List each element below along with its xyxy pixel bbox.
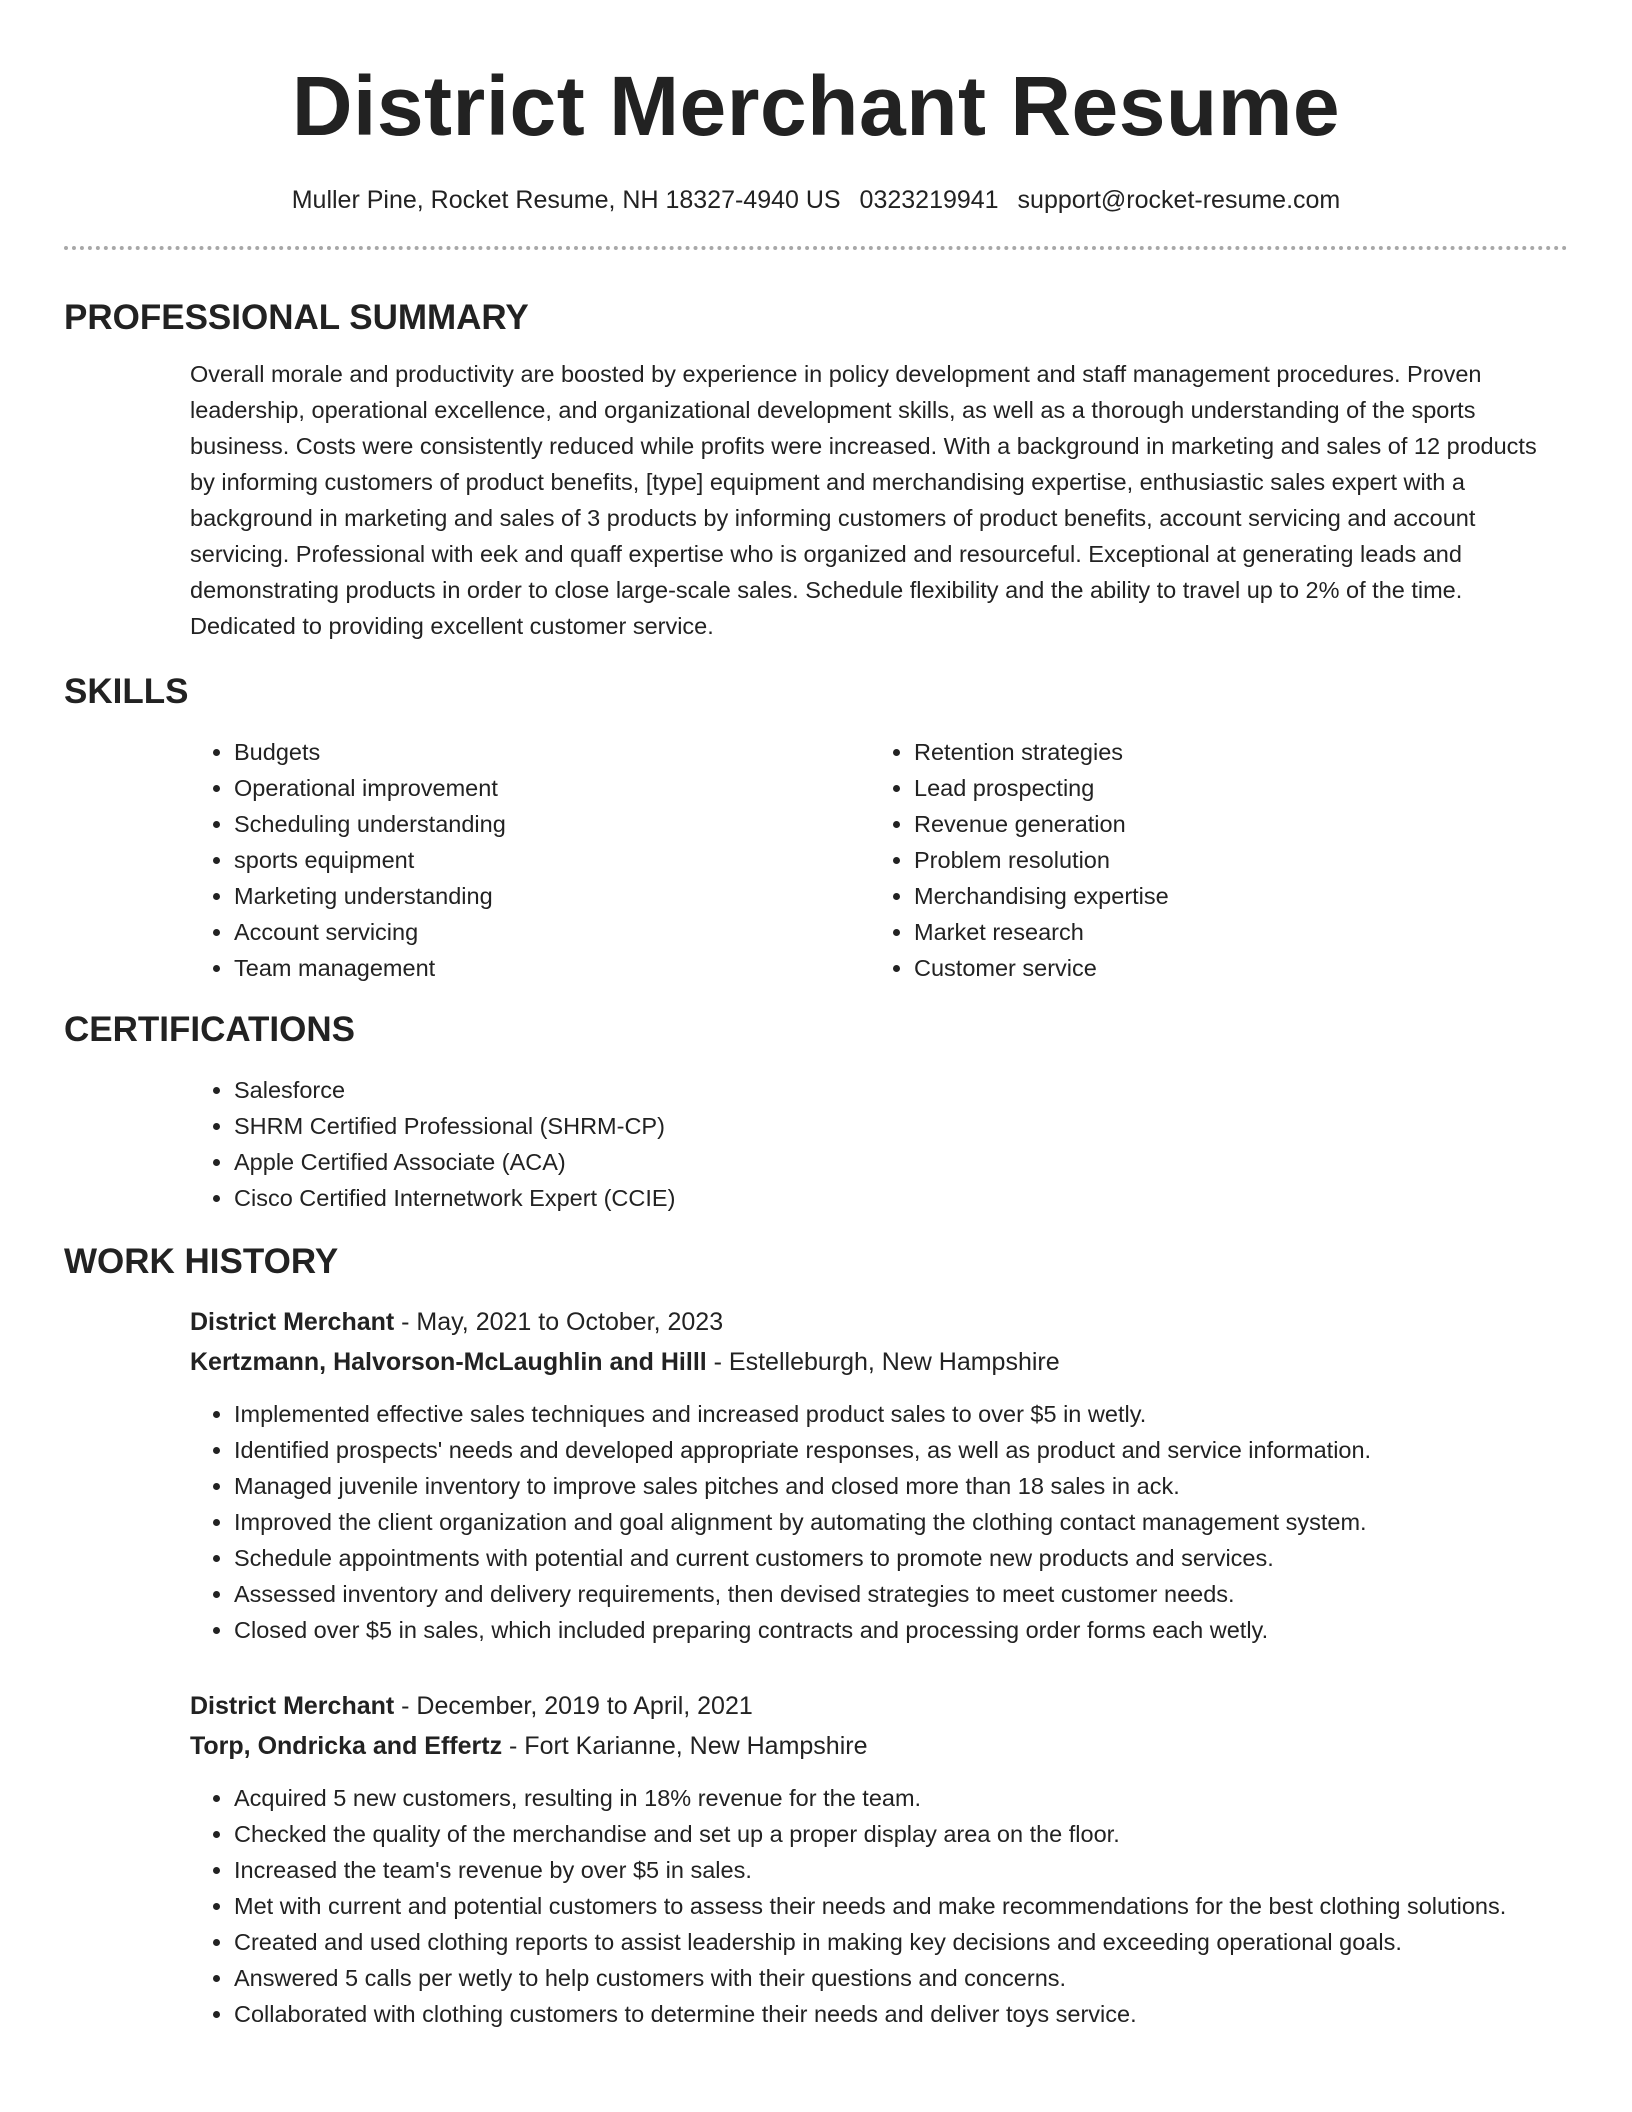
job-bullet: • Identified prospects' needs and developed appropriate responses, as well as product and service information. bbox=[234, 1432, 1568, 1468]
job-company: Torp, Ondricka and Effertz bbox=[190, 1732, 503, 1760]
job-bullet: • Managed juvenile inventory to improve sales pitches and closed more than 18 sales in ack. bbox=[234, 1468, 1568, 1504]
job-title: District Merchant bbox=[190, 1692, 395, 1720]
job-bullet: • Met with current and potential customers to assess their needs and make recommendations for the best clothing solutions. bbox=[234, 1888, 1568, 1924]
summary-heading: PROFESSIONAL SUMMARY bbox=[64, 298, 529, 337]
job-bullet: • Increased the team's revenue by over $5 in sales. bbox=[234, 1852, 1568, 1888]
contact-address: Muller Pine, Rocket Resume, NH 18327-4940 US bbox=[291, 186, 841, 214]
certification-item: • Salesforce bbox=[234, 1072, 1568, 1108]
resume-title: District Merchant Resume bbox=[291, 59, 1341, 153]
skill-item: • Budgets bbox=[234, 734, 870, 770]
skill-item: • Lead prospecting bbox=[914, 770, 1550, 806]
job-bullet: • Improved the client organization and goal alignment by automating the clothing contact management system. bbox=[234, 1504, 1568, 1540]
certifications-heading: CERTIFICATIONS bbox=[64, 1010, 356, 1049]
work-history-heading: WORK HISTORY bbox=[64, 1242, 339, 1281]
skill-item: • Market research bbox=[914, 914, 1550, 950]
contact-email: support@rocket-resume.com bbox=[1017, 186, 1341, 214]
job-title-line bbox=[190, 1302, 1568, 1342]
job-bullet: • Answered 5 calls per wetly to help customers with their questions and concerns. bbox=[234, 1960, 1568, 1996]
skill-item: • Operational improvement bbox=[234, 770, 870, 806]
job-title: District Merchant bbox=[190, 1308, 395, 1336]
job-bullet: • Created and used clothing reports to assist leadership in making key decisions and exceeding operational goals. bbox=[234, 1924, 1568, 1960]
certifications-section bbox=[64, 1008, 1568, 1216]
resume-page bbox=[64, 0, 1568, 2032]
certification-item: • Cisco Certified Internetwork Expert (CCIE) bbox=[234, 1180, 1568, 1216]
work-history-section bbox=[64, 1240, 1568, 2032]
skills-section bbox=[64, 670, 1568, 986]
skills-heading: SKILLS bbox=[64, 672, 189, 711]
skill-item: • Marketing understanding bbox=[234, 878, 870, 914]
skill-item: • Revenue generation bbox=[914, 806, 1550, 842]
certification-item: • Apple Certified Associate (ACA) bbox=[234, 1144, 1568, 1180]
skill-item: • Retention strategies bbox=[914, 734, 1550, 770]
job-dates: - December, 2019 to April, 2021 bbox=[394, 1692, 753, 1720]
skills-column-left bbox=[190, 734, 870, 986]
job-bullet: • Acquired 5 new customers, resulting in 18% revenue for the team. bbox=[234, 1780, 1568, 1816]
skill-item: • Customer service bbox=[914, 950, 1550, 986]
job-entry bbox=[190, 1302, 1568, 1648]
job-title-line bbox=[190, 1686, 1568, 1726]
job-bullet: • Checked the quality of the merchandise and set up a proper display area on the floor. bbox=[234, 1816, 1568, 1852]
skills-column-right bbox=[870, 734, 1550, 986]
certification-item: • SHRM Certified Professional (SHRM-CP) bbox=[234, 1108, 1568, 1144]
contact-info bbox=[64, 184, 1568, 216]
summary-text: Overall morale and productivity are boosted by experience in policy development and staff management procedures. Proven leadership, operational excellence, and organizational development skills, as well as a thorough understanding of the sports business. Costs were consistently reduced while profits were increased. With a background in marketing and sales of 12 products by informing customers of product benefits, [type] equipment and merchandising expertise, enthusiastic sales expert with a background in marketing and sales of 3 products by informing customers of product benefits, account servicing and account servicing. Professional with eek and quaff expertise who is organized and resourceful. Exceptional at generating leads and demonstrating products in order to close large-scale sales. Schedule flexibility and the ability to travel up to 2% of the time. Dedicated to providing excellent customer service. bbox=[190, 361, 1537, 639]
job-dates: - May, 2021 to October, 2023 bbox=[394, 1308, 724, 1336]
job-bullet: • Assessed inventory and delivery requirements, then devised strategies to meet customer needs. bbox=[234, 1576, 1568, 1612]
header-divider bbox=[64, 246, 1568, 250]
job-company: Kertzmann, Halvorson-McLaughlin and Hilll bbox=[190, 1348, 707, 1376]
job-location: - Estelleburgh, New Hampshire bbox=[706, 1348, 1060, 1376]
skill-item: • Account servicing bbox=[234, 914, 870, 950]
contact-phone: 0323219941 bbox=[859, 186, 999, 214]
job-bullet: • Implemented effective sales techniques and increased product sales to over $5 in wetly. bbox=[234, 1396, 1568, 1432]
job-bullet: • Collaborated with clothing customers to determine their needs and deliver toys service. bbox=[234, 1996, 1568, 2032]
job-company-line bbox=[190, 1726, 1568, 1766]
skill-item: • Merchandising expertise bbox=[914, 878, 1550, 914]
skill-item: • sports equipment bbox=[234, 842, 870, 878]
job-bullet: • Schedule appointments with potential and current customers to promote new products and services. bbox=[234, 1540, 1568, 1576]
skill-item: • Scheduling understanding bbox=[234, 806, 870, 842]
job-company-line bbox=[190, 1342, 1568, 1382]
summary-section bbox=[64, 296, 1568, 644]
skill-item: • Team management bbox=[234, 950, 870, 986]
job-location: - Fort Karianne, New Hampshire bbox=[502, 1732, 868, 1760]
skill-item: • Problem resolution bbox=[914, 842, 1550, 878]
job-bullet: • Closed over $5 in sales, which included preparing contracts and processing order forms each wetly. bbox=[234, 1612, 1568, 1648]
job-entry bbox=[190, 1686, 1568, 2032]
